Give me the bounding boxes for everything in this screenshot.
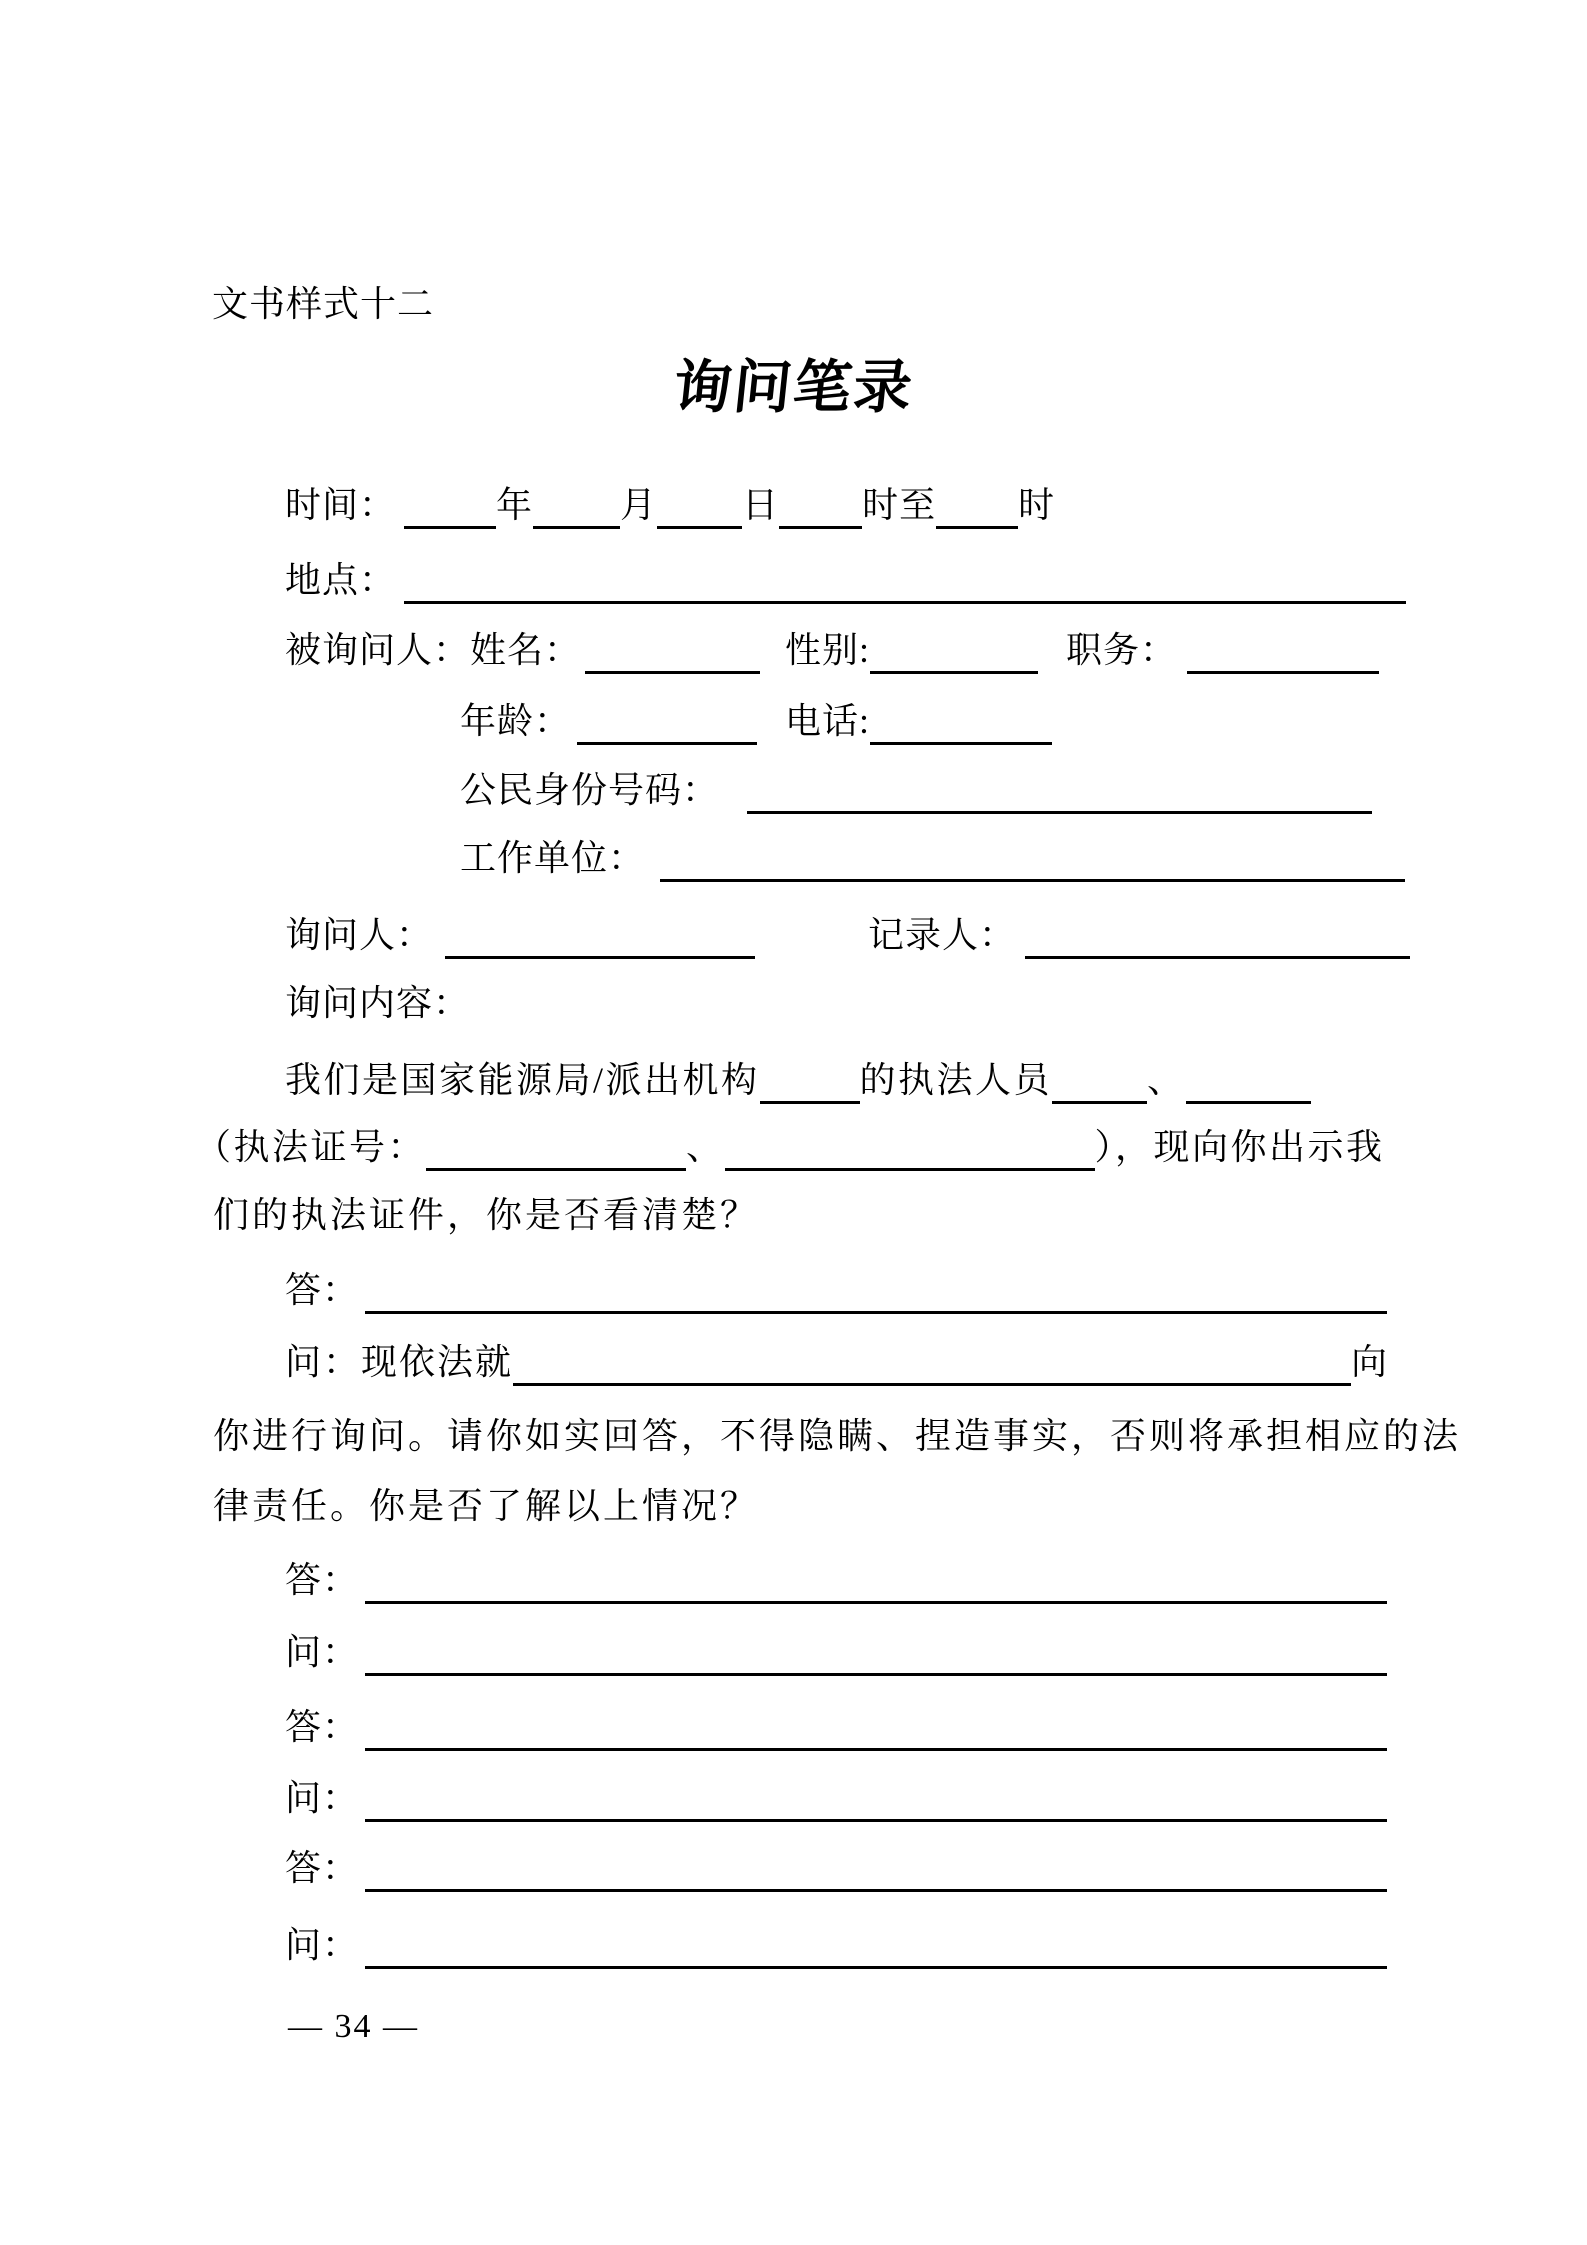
location-label: 地点： <box>285 560 397 600</box>
question-blank-3 <box>365 1779 1387 1822</box>
answer-label: 答： <box>285 1560 360 1600</box>
doc-style-label: 文书样式十二 <box>212 284 435 324</box>
question-line-3 <box>285 1774 1387 1822</box>
employer-label: 工作单位： <box>460 838 646 878</box>
cert-number1-blank <box>426 1128 686 1171</box>
answer-label: 答： <box>285 1848 360 1888</box>
agency-blank <box>760 1061 860 1104</box>
answer-line-4 <box>285 1844 1387 1892</box>
time-hour-end-suffix: 时 <box>1018 485 1056 525</box>
answer-blank-2 <box>365 1561 1387 1604</box>
answer-label: 答： <box>285 1707 360 1747</box>
question-label: 问： <box>285 1778 360 1818</box>
id-number-line <box>460 766 1372 814</box>
answer-label: 答： <box>285 1270 360 1310</box>
question-blank-4 <box>365 1926 1387 1969</box>
q1-subject-blank <box>513 1343 1351 1386</box>
question-line-2 <box>285 1628 1387 1676</box>
time-year-suffix: 年 <box>496 485 534 525</box>
officer2-blank <box>1186 1061 1311 1104</box>
age-label: 年龄： <box>460 701 572 741</box>
intro-line <box>285 1056 1311 1104</box>
page-number: — 34 — <box>288 2008 419 2045</box>
content-header: 询问内容： <box>285 983 471 1023</box>
time-month-suffix: 月 <box>620 485 658 525</box>
age-phone-line <box>460 697 1052 745</box>
interviewee-line <box>285 626 1379 674</box>
q1-suffix: 向 <box>1351 1342 1390 1382</box>
location-blank <box>404 561 1406 604</box>
inquirer-blank <box>445 916 755 959</box>
duty-blank <box>1187 631 1379 674</box>
cert-number2-blank <box>725 1128 1095 1171</box>
phone-blank <box>870 702 1052 745</box>
cert-suffix: ），现向你出示我 <box>1094 1127 1385 1167</box>
age-blank <box>577 702 757 745</box>
time-month-blank <box>533 486 620 529</box>
time-day-suffix: 日 <box>742 485 780 525</box>
question-label: 问： <box>285 1925 360 1965</box>
phone-label: 电话: <box>785 701 871 741</box>
answer-line-2 <box>285 1556 1387 1604</box>
question-line-1 <box>285 1338 1389 1386</box>
page-title: 询问笔录 <box>670 355 917 420</box>
intro-part2: 的执法人员 <box>859 1060 1053 1100</box>
time-hour-start-suffix: 时至 <box>862 485 937 525</box>
duty-label: 职务： <box>1066 630 1178 670</box>
name-label: 姓名： <box>470 630 582 670</box>
question-label: 问： <box>285 1632 360 1672</box>
intro-part1: 我们是国家能源局/派出机构 <box>285 1060 760 1100</box>
answer-blank-1 <box>365 1271 1387 1314</box>
answer-line-3 <box>285 1703 1387 1751</box>
time-hour-start-blank <box>779 486 862 529</box>
officer1-blank <box>1052 1061 1147 1104</box>
question-body-line-2: 律责任。你是否了解以上情况？ <box>213 1486 760 1526</box>
id-number-label: 公民身份号码： <box>460 770 720 810</box>
gender-blank <box>870 631 1038 674</box>
recorder-blank <box>1025 916 1410 959</box>
name-blank <box>585 631 760 674</box>
time-hour-end-blank <box>936 486 1018 529</box>
q1-prefix: 问：现依法就 <box>285 1342 514 1382</box>
time-year-blank <box>404 486 496 529</box>
gender-label: 性别: <box>785 630 871 670</box>
time-label: 时间： <box>285 485 397 525</box>
recorder-label: 记录人： <box>868 915 1017 955</box>
answer-line-1 <box>285 1266 1387 1314</box>
answer-blank-3 <box>365 1708 1387 1751</box>
id-number-blank <box>747 771 1372 814</box>
enum-comma-2: 、 <box>686 1127 725 1167</box>
question-body-line-1: 你进行询问。请你如实回答，不得隐瞒、捏造事实，否则将承担相应的法 <box>213 1416 1462 1456</box>
interviewee-label: 被询问人： <box>285 630 471 670</box>
time-line <box>285 481 1055 529</box>
certificate-line-2: 们的执法证件，你是否看清楚？ <box>213 1195 760 1235</box>
employer-blank <box>660 839 1405 882</box>
cert-prefix: （执法证号： <box>195 1127 427 1167</box>
time-day-blank <box>657 486 742 529</box>
inquirer-recorder-line <box>285 911 1410 959</box>
employer-line <box>460 834 1405 882</box>
inquirer-label: 询问人： <box>285 915 434 955</box>
question-line-4 <box>285 1921 1387 1969</box>
enum-comma-1: 、 <box>1147 1060 1186 1100</box>
location-line <box>285 556 1406 604</box>
answer-blank-4 <box>365 1849 1387 1892</box>
question-blank-2 <box>365 1633 1387 1676</box>
certificate-line <box>195 1123 1385 1171</box>
